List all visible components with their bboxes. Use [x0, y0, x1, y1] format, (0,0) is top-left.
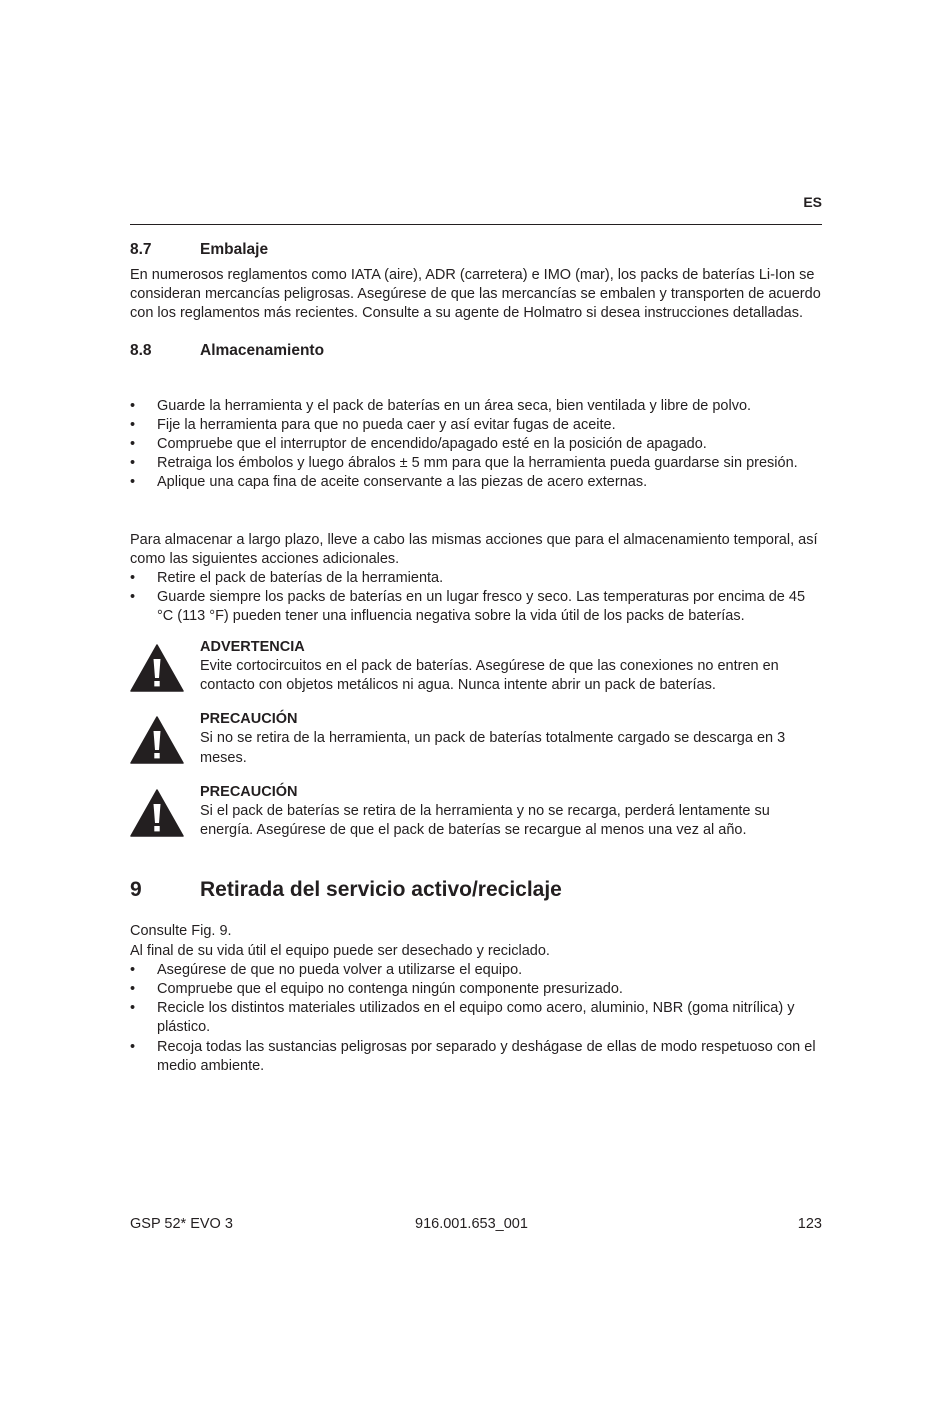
list-item: • Guarde siempre los packs de baterías en un lugar fresco y seco. Las temperaturas por encima de 45 °C (113 °F) pueden tener una influencia negativa sobre la vida útil de los packs de baterías.	[130, 588, 822, 626]
list-item: • Aplique una capa fina de aceite conservante a las piezas de acero externas.	[130, 473, 822, 492]
warning-triangle-icon	[130, 783, 200, 837]
caution-text: Si el pack de baterías se retira de la herramienta y no se recarga, perderá lentamente su energía. Asegúrese de que el pack de baterías se recargue al menos una vez al año.	[200, 803, 770, 839]
section-9-intro: Al final de su vida útil el equipo puede ser desechado y reciclado.	[130, 942, 550, 959]
list-item: • Recicle los distintos materiales utilizados en el equipo como acero, aluminio, NBR (goma nitrílica) y plástico.	[130, 999, 822, 1037]
caution-notice	[130, 783, 822, 841]
long-term-bullet-list	[130, 569, 822, 627]
caution-label: PRECAUCIÓN	[200, 711, 298, 728]
figure-reference: Consulte Fig. 9.	[130, 923, 232, 940]
section-title: Retirada del servicio activo/reciclaje	[200, 878, 562, 902]
warning-triangle-icon	[130, 638, 200, 692]
list-item: • Recoja todas las sustancias peligrosas por separado y deshágase de ellas de modo respetuoso con el medio ambiente.	[130, 1038, 822, 1076]
list-item: • Guarde la herramienta y el pack de baterías en un área seca, bien ventilada y libre de polvo.	[130, 397, 822, 416]
disposal-bullet-list	[130, 961, 822, 1076]
list-item: • Fije la herramienta para que no pueda caer y así evitar fugas de aceite.	[130, 416, 822, 435]
list-item: • Compruebe que el equipo no contenga ningún componente presurizado.	[130, 980, 822, 999]
section-number: 8.8	[130, 341, 152, 359]
section-number: 8.7	[130, 241, 152, 258]
list-item: • Retire el pack de baterías de la herramienta.	[130, 569, 822, 588]
footer-model: GSP 52* EVO 3	[130, 1216, 233, 1232]
section-number: 9	[130, 878, 142, 902]
warning-triangle-icon	[130, 710, 200, 764]
page-content	[130, 240, 822, 1076]
list-item: • Compruebe que el interruptor de encendido/apagado esté en la posición de apagado.	[130, 435, 822, 454]
language-code: ES	[803, 194, 822, 210]
footer-doc-number: 916.001.653_001	[415, 1216, 528, 1232]
storage-bullet-list	[130, 397, 822, 493]
long-term-storage-text: Para almacenar a largo plazo, lleve a cabo las mismas acciones que para el almacenamiento temporal, así como las siguientes acciones adicionales.	[130, 531, 818, 567]
section-9-heading	[130, 876, 822, 904]
warning-text: Evite cortocircuitos en el pack de baterías. Asegúrese de que las conexiones no entren en contacto con objetos metálicos ni agua. Nunca intente abrir un pack de baterías.	[200, 657, 779, 694]
section-8-8-heading	[130, 341, 822, 361]
list-item: • Asegúrese de que no pueda volver a utilizarse el equipo.	[130, 961, 822, 980]
list-item: • Retraiga los émbolos y luego ábralos ± 5 mm para que la herramienta pueda guardarse sin presión.	[130, 454, 822, 473]
page-footer	[130, 1216, 822, 1236]
warning-label: ADVERTENCIA	[200, 638, 305, 655]
section-title: Embalaje	[200, 241, 269, 258]
caution-label: PRECAUCIÓN	[200, 783, 298, 800]
section-title: Almacenamiento	[200, 341, 325, 359]
header-rule	[130, 224, 822, 225]
warning-notice	[130, 638, 822, 696]
footer-page-number: 123	[797, 1216, 822, 1232]
section-8-7-body: En numerosos reglamentos como IATA (aire), ADR (carretera) e IMO (mar), los packs de baterías Li-Ion se consideran mercancías peligrosas. Asegúrese de que las mercancías se embalen y transporten de acuerdo con los reglamentos más recientes. Consulte a su agente de Holmatro si desea instrucciones detalladas.	[130, 267, 821, 322]
caution-notice	[130, 710, 822, 768]
section-8-7-heading	[130, 240, 822, 260]
caution-text: Si no se retira de la herramienta, un pack de baterías totalmente cargado se descarga en 3 meses.	[200, 730, 786, 766]
